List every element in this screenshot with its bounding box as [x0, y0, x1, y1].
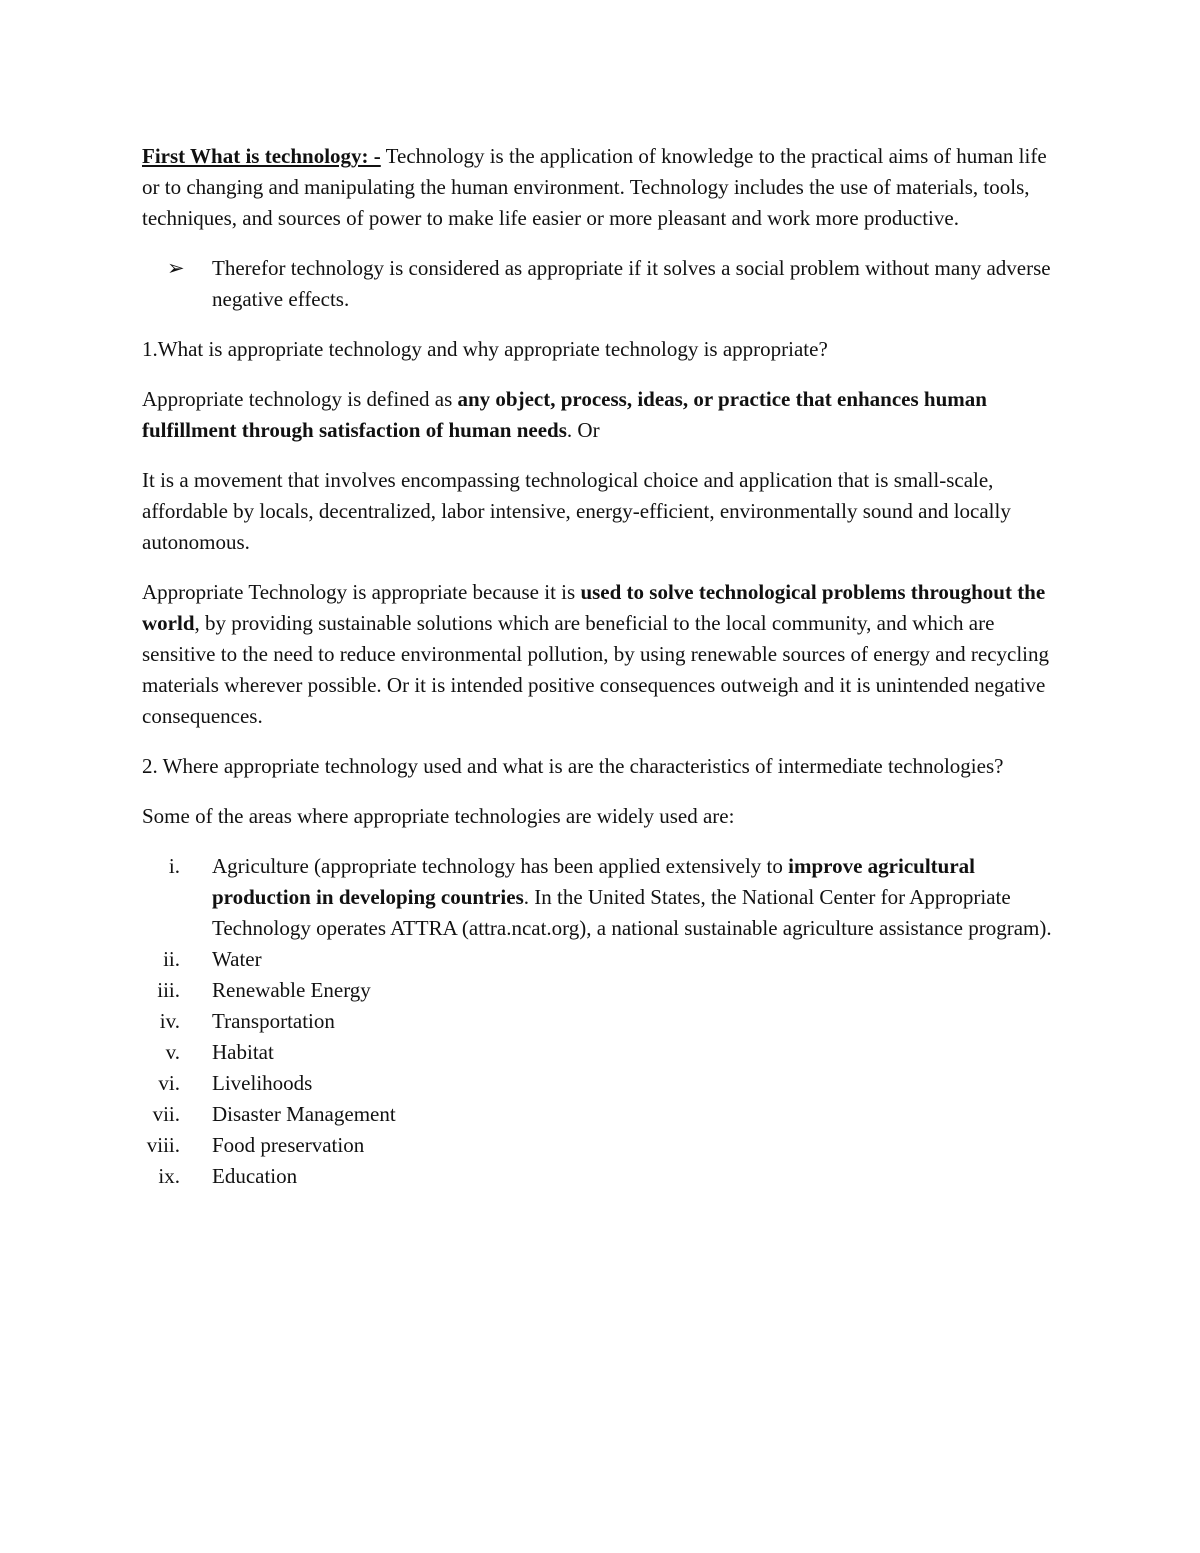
list-number: ii. — [163, 947, 180, 971]
bullet-text: Therefor technology is considered as appropriate if it solves a social problem without many adverse negative effects. — [212, 256, 1051, 311]
definition-paragraph: Appropriate technology is defined as any object, process, ideas, or practice that enhances human fulfillment through satisfaction of human needs. Or — [142, 387, 987, 442]
document-body — [142, 141, 1062, 1192]
movement-paragraph: It is a movement that involves encompassing technological choice and application that is small-scale, affordable by locals, decentralized, labor intensive, energy-efficient, environmentally sound and locally autonomous. — [142, 468, 1011, 554]
list-item: vi. Livelihoods — [142, 1068, 1062, 1099]
areas-list — [142, 851, 1062, 1192]
question-2: 2. Where appropriate technology used and what is are the characteristics of intermediate technologies? — [142, 754, 1004, 778]
list-number: vii. — [152, 1102, 180, 1126]
why-paragraph: Appropriate Technology is appropriate because it is used to solve technological problems throughout the world, by providing sustainable solutions which are beneficial to the local community, and which are sensitive to the need to reduce environmental pollution, by using renewable sources of energy and recycling materials wherever possible. Or it is intended positive consequences outweigh and it is unintended negative consequences. — [142, 580, 1049, 728]
definition-bold: any object, process, ideas, or practice that enhances human fulfillment through satisfaction of human needs — [142, 387, 987, 442]
intro-text: Technology is the application of knowledge to the practical aims of human life or to changing and manipulating the human environment. Technology includes the use of materials, tools, techniques, and sources of power to make life easier or more pleasant and work more productive. — [142, 144, 1047, 230]
list-item: v. Habitat — [142, 1037, 1062, 1068]
list-item: ix. Education — [142, 1161, 1062, 1192]
list-item: iv. Transportation — [142, 1006, 1062, 1037]
list-item: ii. Water — [142, 944, 1062, 975]
list-item: vii. Disaster Management — [142, 1099, 1062, 1130]
why-bold: used to solve technological problems throughout the world — [142, 580, 1046, 635]
areas-lead: Some of the areas where appropriate technologies are widely used are: — [142, 804, 735, 828]
question-1: 1.What is appropriate technology and why appropriate technology is appropriate? — [142, 337, 828, 361]
list-number: v. — [165, 1040, 180, 1064]
list-number: iii. — [157, 978, 180, 1002]
list-number: viii. — [146, 1133, 180, 1157]
bullet-item — [142, 253, 1062, 315]
list-number: iv. — [159, 1009, 180, 1033]
list-item: viii. Food preservation — [142, 1130, 1062, 1161]
list-number: ix. — [158, 1164, 180, 1188]
list-number: vi. — [158, 1071, 180, 1095]
intro-heading: First What is technology: - — [142, 144, 381, 168]
arrow-bullet-icon: ➢ — [167, 256, 185, 280]
list-item: iii. Renewable Energy — [142, 975, 1062, 1006]
intro-paragraph — [142, 141, 1062, 234]
list-item: i. Agriculture (appropriate technology has been applied extensively to improve agricultural production in developing countries. In the United States, the National Center for Appropriate Technology operates ATTRA (attra.ncat.org), a national sustainable agriculture assistance program). — [142, 851, 1062, 944]
list-number: i. — [168, 854, 180, 878]
